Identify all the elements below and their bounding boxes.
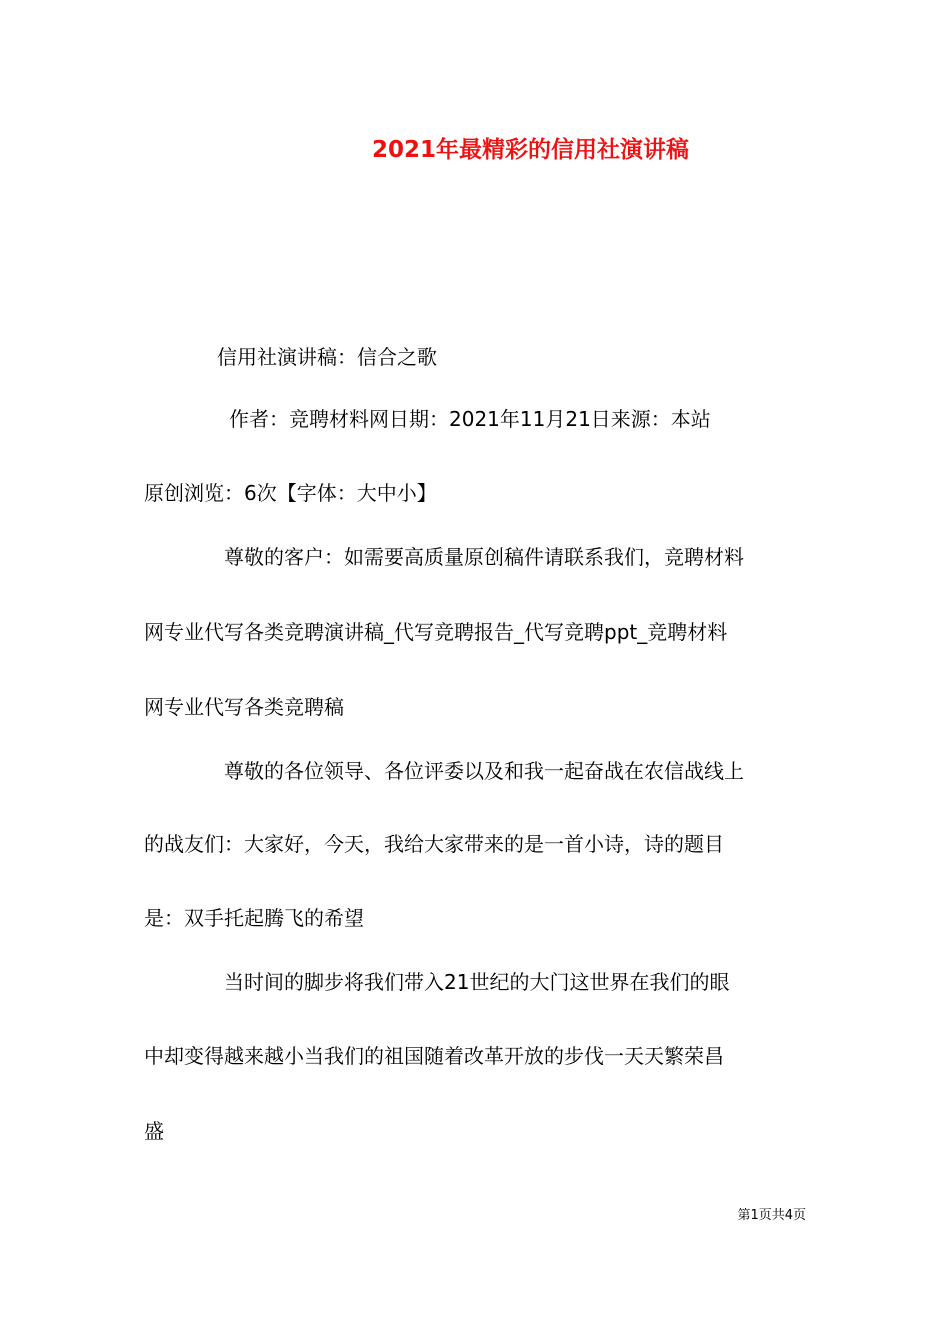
page-number-footer: 第1页共4页 xyxy=(737,1208,806,1223)
meta-line-author: 作者：竞聘材料网日期：2021年11月21日来源：本站 xyxy=(229,407,711,431)
meta-line-views: 原创浏览：6次【字体：大中小】 xyxy=(144,481,437,505)
paragraph-line: 当时间的脚步将我们带入21世纪的大门这世界在我们的眼 xyxy=(224,970,730,994)
paragraph-line: 尊敬的各位领导、各位评委以及和我一起奋战在农信战线上 xyxy=(224,759,744,783)
paragraph-line: 网专业代写各类竞聘稿 xyxy=(144,695,344,719)
paragraph-line: 尊敬的客户：如需要高质量原创稿件请联系我们，竞聘材料 xyxy=(224,545,744,569)
document-title: 2021年最精彩的信用社演讲稿 xyxy=(372,137,690,163)
subtitle-line: 信用社演讲稿：信合之歌 xyxy=(217,345,437,369)
paragraph-line: 是：双手托起腾飞的希望 xyxy=(144,906,364,930)
paragraph-line: 的战友们：大家好，今天，我给大家带来的是一首小诗，诗的题目 xyxy=(144,832,724,856)
paragraph-line: 中却变得越来越小当我们的祖国随着改革开放的步伐一天天繁荣昌 xyxy=(144,1044,724,1068)
paragraph-line: 盛 xyxy=(144,1119,164,1143)
paragraph-line: 网专业代写各类竞聘演讲稿_代写竞聘报告_代写竞聘ppt_竞聘材料 xyxy=(144,620,728,644)
